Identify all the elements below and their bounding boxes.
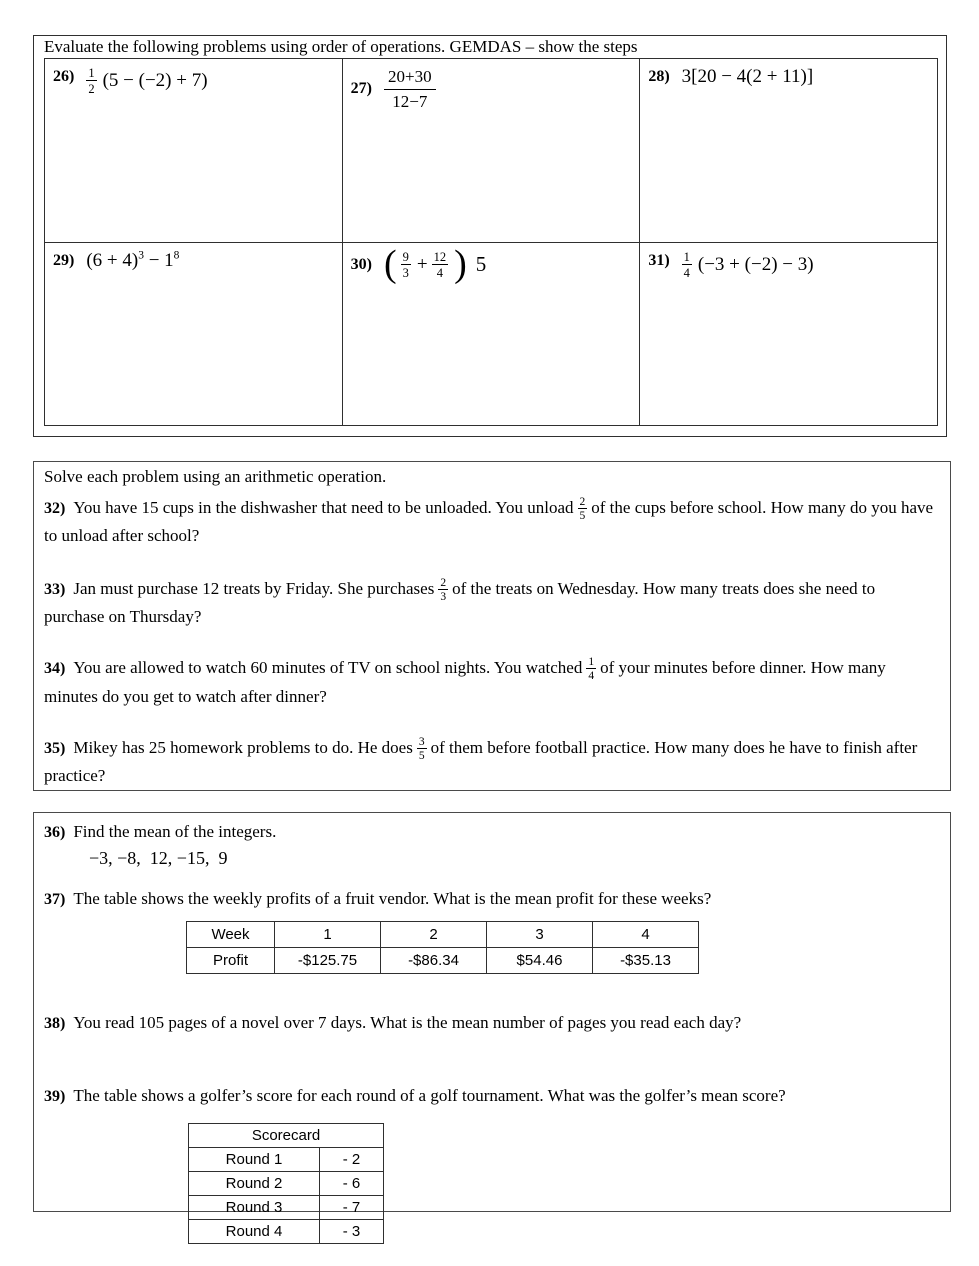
problem-35 <box>44 734 938 790</box>
problem-number: 34) <box>44 660 66 678</box>
fraction-denominator: 4 <box>683 265 690 280</box>
problem-30 <box>350 242 634 285</box>
problem-34 <box>44 654 938 710</box>
fraction-denominator: 4 <box>588 670 595 683</box>
math-expression <box>682 66 814 88</box>
expression-text: 3[20 − 4(2 + 11)] <box>681 66 814 87</box>
table-row <box>189 1148 384 1172</box>
grid-row-1 <box>45 59 938 243</box>
fraction-denominator: 3 <box>402 265 409 280</box>
fraction <box>401 250 411 281</box>
fraction-numerator: 1 <box>88 66 95 80</box>
problem-number: 36) <box>44 824 66 841</box>
fraction-numerator: 20+30 <box>384 66 436 90</box>
section2-instructions: Solve each problem using an arithmetic operation. <box>44 467 387 486</box>
math-expression: ( $\frac{9}{3}$ + $\frac{12}{4}$ ) 5 <box>383 242 487 285</box>
problem-text: The table shows a golfer’s score for each round of a golf tournament. What was the golfer’s mean score? <box>73 1086 786 1106</box>
fraction-denominator: 12−7 <box>392 92 428 112</box>
fraction-numerator: 3 <box>418 736 425 749</box>
fraction-denominator: 5 <box>579 510 586 523</box>
problem-number: 38) <box>44 1014 66 1032</box>
integer-list: −3, −8, 12, −15, 9 <box>89 847 228 868</box>
problem-cell-31 <box>640 242 938 426</box>
fraction <box>586 656 596 682</box>
fraction-numerator: 1 <box>683 249 690 264</box>
profit-table <box>186 921 699 974</box>
problem-28 <box>648 66 931 88</box>
math-expression <box>384 66 436 113</box>
problem-text: You have 15 cups in the dishwasher that need to be unloaded. You unload <box>73 498 574 517</box>
problem-cell-30 <box>342 242 640 426</box>
problem-number: 32) <box>44 500 66 517</box>
section-mean-problems <box>33 812 951 1241</box>
fraction-numerator: 2 <box>579 496 586 509</box>
fraction-denominator: 2 <box>88 82 95 97</box>
problem-29 <box>53 250 336 272</box>
table-header-row <box>187 921 699 947</box>
section1-instructions: Evaluate the following problems using order of operations. GEMDAS – show the steps <box>44 37 638 56</box>
problem-number: 33) <box>44 580 66 598</box>
problem-36 <box>44 819 938 846</box>
problem-33 <box>44 575 938 631</box>
score-value: - 2 <box>320 1148 384 1172</box>
fraction-numerator: 12 <box>433 249 447 264</box>
score-value: - 7 <box>320 1196 384 1220</box>
fraction-numerator: 1 <box>588 656 595 669</box>
value-cell: -$125.75 <box>275 947 381 973</box>
table-title: Scorecard <box>189 1124 384 1148</box>
fraction-numerator: 9 <box>402 249 409 264</box>
problem-text: of the treats on Wednesday. How many treats does she need to purchase on Thursday? <box>44 578 876 626</box>
problem-cell-28 <box>640 59 938 243</box>
problem-cell-27 <box>342 59 640 243</box>
problem-31 <box>648 250 931 281</box>
scorecard-table <box>188 1123 384 1244</box>
table-row <box>189 1196 384 1220</box>
header-cell: 3 <box>487 921 593 947</box>
problem-text: of them before football practice. How many does he have to finish after practice? <box>44 738 918 786</box>
fraction <box>86 66 96 97</box>
fraction <box>438 577 448 603</box>
header-cell: 2 <box>381 921 487 947</box>
problem-text: of your minutes before dinner. How many minutes do you get to watch after dinner? <box>44 658 886 706</box>
header-cell: 4 <box>593 921 699 947</box>
fraction-denominator: 5 <box>418 750 425 763</box>
row-label-cell: Profit <box>187 947 275 973</box>
problem-number: 31) <box>648 251 670 269</box>
math-expression <box>86 66 207 97</box>
header-cell: 1 <box>275 921 381 947</box>
fraction-denominator: 4 <box>436 265 443 280</box>
problem-number: 26) <box>53 68 75 85</box>
round-label: Round 2 <box>189 1172 320 1196</box>
exponent: 3 <box>138 249 144 262</box>
problem-27 <box>351 66 634 113</box>
fraction <box>578 496 588 522</box>
round-label: Round 1 <box>189 1148 320 1172</box>
grid-row-2 <box>45 242 938 426</box>
problem-32 <box>44 494 938 550</box>
fraction <box>682 250 692 281</box>
value-cell: -$35.13 <box>593 947 699 973</box>
expression-text: (−3 + (−2) − 3) <box>697 253 814 275</box>
fraction <box>417 736 427 762</box>
round-label: Round 3 <box>189 1196 320 1220</box>
problem-text: of the cups before school. How many do you have to unload after school? <box>44 498 934 546</box>
problem-cell-26 <box>45 59 343 243</box>
score-value: - 3 <box>320 1220 384 1244</box>
fraction <box>384 66 436 113</box>
problem-text: Find the mean of the integers. <box>73 822 277 841</box>
problems-grid <box>44 58 938 426</box>
value-cell: $54.46 <box>487 947 593 973</box>
score-value: - 6 <box>320 1172 384 1196</box>
problem-text: You are allowed to watch 60 minutes of TV on school nights. You watched <box>73 658 583 678</box>
math-expression <box>86 250 179 272</box>
header-cell: Week <box>187 921 275 947</box>
expression-text: $(6 + 4)^3 - 1^8$ <box>86 249 180 271</box>
value-cell: -$86.34 <box>381 947 487 973</box>
table-title-row <box>189 1124 384 1148</box>
problem-text: The table shows the weekly profits of a fruit vendor. What is the mean profit for these weeks? <box>73 888 712 908</box>
problem-text: Jan must purchase 12 treats by Friday. She purchases <box>73 578 435 598</box>
problem-39 <box>44 1083 938 1110</box>
expression-text: (5 − (−2) + 7) <box>102 70 208 92</box>
problem-number: 39) <box>44 1088 66 1106</box>
problem-text: You read 105 pages of a novel over 7 days. What is the mean number of pages you read each day? <box>73 1012 742 1032</box>
section-word-problems <box>33 461 951 791</box>
problem-cell-29 <box>45 242 343 426</box>
problem-number: 27) <box>350 80 372 98</box>
table-row <box>187 947 699 973</box>
fraction-numerator: 2 <box>440 576 447 589</box>
round-label: Round 4 <box>189 1220 320 1244</box>
exponent: 8 <box>173 249 180 262</box>
math-expression <box>682 250 814 281</box>
problem-number: 29) <box>53 251 75 269</box>
table-row <box>189 1172 384 1196</box>
problem-number: 28) <box>648 68 670 85</box>
problem-26 <box>53 66 336 97</box>
operator-plus: + <box>416 253 428 275</box>
problem-text: Mikey has 25 homework problems to do. He does <box>73 738 413 758</box>
fraction <box>432 250 449 281</box>
problem-38 <box>44 1010 938 1037</box>
fraction-denominator: 3 <box>440 590 447 603</box>
table-row <box>189 1220 384 1244</box>
problem-number: 30) <box>350 255 372 273</box>
problem-37 <box>44 886 938 913</box>
problem-number: 35) <box>44 740 66 758</box>
section-order-of-operations <box>33 35 947 437</box>
multiplier: 5 <box>475 252 487 277</box>
problem-number: 37) <box>44 890 66 908</box>
